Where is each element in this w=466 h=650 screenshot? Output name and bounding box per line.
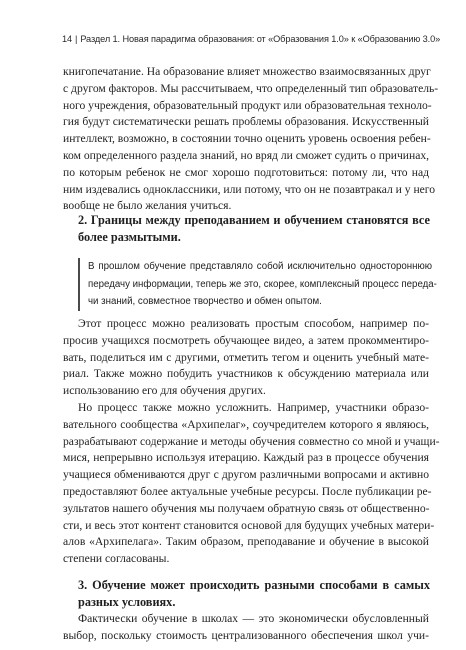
text-line: алов «Архипелага». Таким образом, преподавание и обучение в высокой: [63, 535, 429, 549]
section-title: Раздел 1. Новая парадигма образования: от «Образования 1.0» к «Образованию 3.0»: [80, 34, 441, 44]
text-line: зультатов нашего обучения мы получаем обратную связь от общественно-: [63, 501, 430, 515]
header-separator: |: [75, 34, 78, 44]
paragraph-archipelago: [63, 400, 440, 568]
running-head: [62, 33, 442, 45]
quote-line: чи знаний, совместное творчество и обмен опытом.: [88, 296, 322, 308]
heading-line: разных условиях.: [78, 594, 176, 609]
heading-line: 2. Границы между преподаванием и обучением становятся все: [78, 213, 430, 227]
paragraph-schools: [63, 611, 429, 645]
paragraph-simple-process: [63, 316, 429, 400]
text-line: ком определенного раздела знаний, но вряд ли сможет судить о причинах,: [63, 148, 430, 162]
text-line: ного учреждения, образовательный продукт или образовательная техноло-: [63, 98, 432, 112]
text-line: интеллект, возможно, в состоянии точно оценить уровень освоения ребен-: [63, 132, 431, 146]
text-line: вообще не было желания учиться.: [63, 199, 232, 213]
text-line: гия будут систематически решать проблемы образования. Искусственный: [63, 115, 429, 129]
text-line: использованию его для обучения других.: [63, 384, 266, 398]
text-line: Этот процесс можно реализовать простым способом, например по-: [78, 317, 429, 330]
text-line: предоставляют более актуальные учебные ресурсы. После публикации ре-: [63, 484, 432, 498]
text-line: по которым ребенок не смог хорошо подготовиться: потому ли, что над: [63, 165, 429, 179]
heading-line: более размытыми.: [78, 229, 181, 244]
text-line: мися, непрерывно используя итерацию. Каждый раз в процессе обучения: [63, 451, 429, 465]
text-line: риал. Также можно побудить участников к обсуждению материала или: [63, 367, 429, 381]
text-line: вать, поделиться им с другими, отметить тегом и оценить учебный мате-: [63, 350, 429, 364]
quote-line: В прошлом обучение представляло собой исключительно одностороннюю: [88, 261, 432, 272]
heading-line: 3. Обучение может происходить разными способами в самых: [78, 578, 430, 592]
text-line: учащиеся обмениваются друг с другом различными вопросами и активно: [63, 468, 429, 482]
section-2-heading: [78, 212, 430, 245]
text-line: Но процесс также можно усложнить. Например, участники образо-: [78, 401, 429, 414]
text-line: просив учащихся посмотреть обучающее видео, а затем прокомментиро-: [63, 333, 429, 347]
text-line: книгопечатание. На образование влияет множество взаимосвязанных друг: [63, 65, 431, 78]
text-line: разрабатывают содержание и методы обучения совместно со мной и учащи-: [63, 434, 440, 448]
page-number: 14: [62, 34, 73, 44]
intro-paragraph: [63, 64, 439, 215]
text-line: степени согласованы.: [63, 552, 170, 566]
text-line: Фактически обучение в школах — это экономически обусловленный: [78, 612, 429, 625]
text-line: сти, и весь этот контент становится основой для будущих учебных матери-: [63, 518, 435, 532]
quote-line: передачу информации, теперь же это, скорее, комплексный процесс переда-: [88, 278, 437, 290]
section-3-heading: [78, 577, 430, 610]
text-line: вательного сообщества «Архипелаг», соучредителем которого я являюсь,: [63, 417, 429, 431]
text-line: выбор, поскольку стоимость централизованного обеспечения школ учи-: [63, 628, 429, 642]
text-line: с другом факторов. Мы рассчитываем, что определенный тип образователь-: [63, 81, 439, 95]
text-line: ним издевались одноклассники, или потому, что он не позавтракал и у него: [63, 182, 436, 196]
quote-block: [78, 258, 437, 311]
